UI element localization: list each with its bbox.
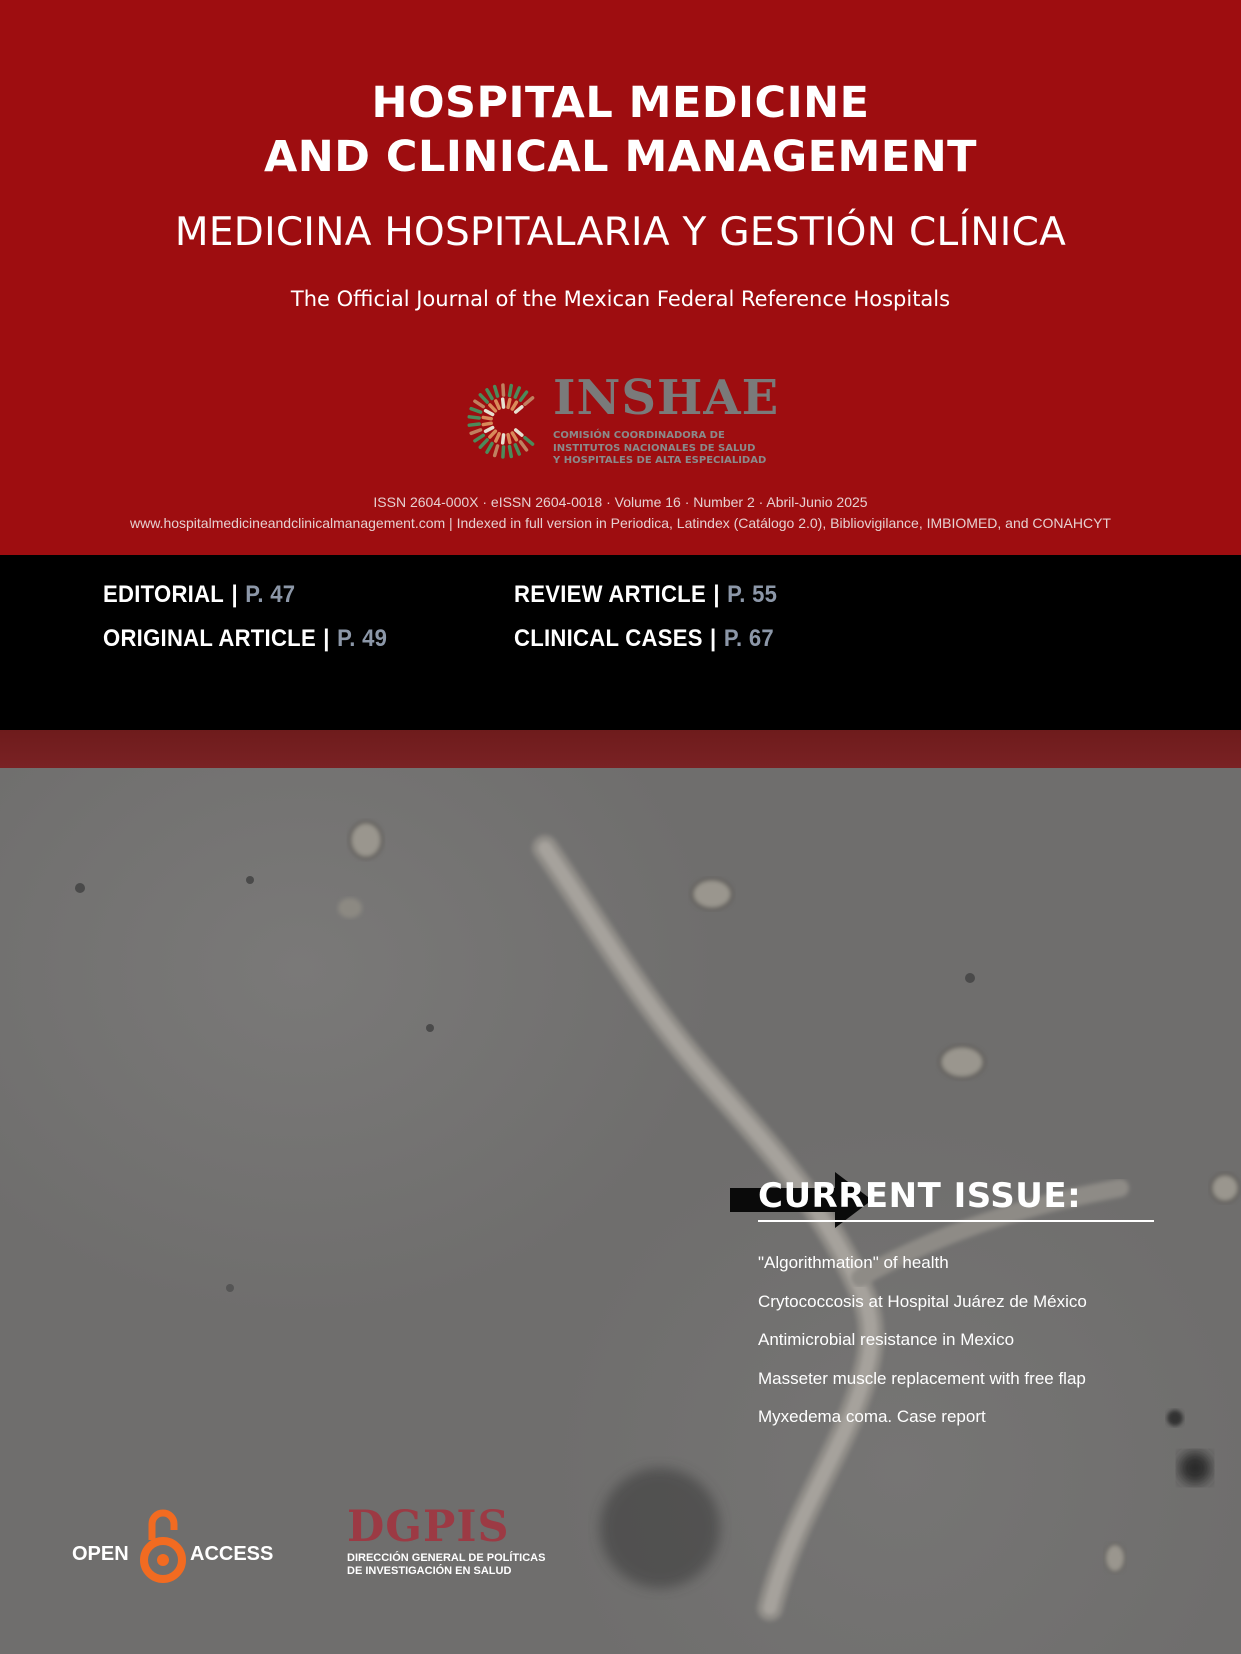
logo-dash bbox=[486, 428, 493, 432]
logo-dash bbox=[496, 401, 499, 408]
open-access-lock-icon bbox=[140, 1506, 186, 1586]
logo-dash bbox=[525, 398, 533, 404]
section-label: ORIGINAL ARTICLE bbox=[103, 625, 316, 652]
logo-dash bbox=[508, 400, 510, 408]
cell bbox=[1211, 1174, 1239, 1202]
logo-dash bbox=[471, 430, 480, 433]
logo-dash bbox=[516, 430, 522, 435]
debris bbox=[246, 876, 254, 884]
inshae-name: INSHAE bbox=[553, 370, 780, 426]
current-issue-item[interactable]: Antimicrobial resistance in Mexico bbox=[758, 1330, 1015, 1349]
sections-band bbox=[0, 555, 1241, 730]
cell bbox=[692, 879, 732, 909]
logo-dash bbox=[487, 444, 492, 453]
logo-dash bbox=[510, 386, 512, 396]
cover-header bbox=[0, 0, 1241, 555]
cell bbox=[1105, 1544, 1125, 1572]
dgpis-subtitle bbox=[347, 1552, 545, 1578]
section-page: P. 67 bbox=[723, 625, 774, 652]
logo-dash bbox=[516, 407, 522, 412]
logo-dash bbox=[469, 424, 479, 425]
logo-dash bbox=[503, 399, 504, 407]
journal-title-en bbox=[0, 76, 1241, 184]
dgpis-name: DGPIS bbox=[347, 1502, 510, 1552]
section-separator: | bbox=[713, 581, 720, 608]
website-index-line: www.hospitalmedicineandclinicalmanagement.com | Indexed in full version in Periodica, Latindex (Catálogo 2.0), Bibliovigilance, IMBIOMED, and CONAHCYT bbox=[130, 515, 1111, 531]
issn-line: ISSN 2604-000X · eISSN 2604-0018 · Volume 16 · Number 2 · Abril-Junio 2025 bbox=[373, 494, 868, 510]
section-original-article[interactable] bbox=[103, 625, 387, 653]
inshae-logo bbox=[465, 370, 805, 476]
logo-dash bbox=[475, 435, 483, 440]
open-access-logo bbox=[72, 1506, 282, 1586]
logo-dash bbox=[508, 435, 510, 443]
journal-tagline: The Official Journal of the Mexican Federal Reference Hospitals bbox=[290, 287, 951, 311]
debris bbox=[1179, 1452, 1211, 1484]
section-label: EDITORIAL bbox=[103, 581, 225, 608]
section-page: P. 49 bbox=[337, 625, 388, 652]
current-issue-heading: CURRENT ISSUE: bbox=[758, 1176, 1154, 1222]
logo-dash bbox=[512, 402, 516, 409]
current-issue-item[interactable]: "Algorithmation" of health bbox=[758, 1253, 949, 1272]
logo-dash bbox=[510, 447, 512, 457]
current-issue-list bbox=[758, 1244, 1154, 1437]
current-issue-item[interactable]: Crytococcosis at Hospital Juárez de México bbox=[758, 1291, 1087, 1311]
logo-dash bbox=[496, 434, 499, 441]
logo-dash bbox=[495, 446, 498, 456]
logo-dash bbox=[475, 401, 483, 406]
photo-top-strip bbox=[0, 730, 1241, 768]
section-separator: | bbox=[231, 581, 238, 608]
logo-dash bbox=[521, 442, 527, 450]
logo-dash bbox=[503, 447, 504, 457]
logo-dash bbox=[480, 440, 487, 447]
inshae-logo-icon bbox=[465, 376, 545, 466]
section-label: CLINICAL CASES bbox=[514, 625, 703, 652]
logo-dash bbox=[515, 445, 519, 454]
section-review-article[interactable] bbox=[514, 581, 777, 609]
inshae-subtitle bbox=[553, 430, 766, 468]
cell bbox=[338, 898, 362, 918]
dgpis-logo bbox=[347, 1502, 607, 1582]
debris bbox=[965, 973, 975, 983]
logo-dash bbox=[480, 395, 487, 402]
debris bbox=[226, 1284, 234, 1292]
logo-dash bbox=[503, 435, 504, 443]
journal-title-es: MEDICINA HOSPITALARIA Y GESTIÓN CLÍNICA bbox=[174, 210, 1067, 255]
journal-title-en-line1: HOSPITAL MEDICINE bbox=[371, 78, 870, 128]
dgpis-subtitle-line2: DE INVESTIGACIÓN EN SALUD bbox=[347, 1565, 512, 1577]
cell bbox=[940, 1046, 984, 1078]
logo-dash bbox=[483, 417, 491, 418]
section-page: P. 55 bbox=[727, 581, 778, 608]
section-editorial[interactable] bbox=[103, 581, 295, 609]
logo-dash bbox=[512, 433, 516, 440]
current-issue-item[interactable]: Masseter muscle replacement with free flap bbox=[758, 1368, 1086, 1388]
section-separator: | bbox=[323, 625, 330, 652]
debris bbox=[600, 1468, 720, 1588]
section-separator: | bbox=[710, 625, 717, 652]
section-page: P. 47 bbox=[245, 581, 296, 608]
open-access-open-label: OPEN bbox=[72, 1543, 129, 1565]
logo-dash bbox=[495, 387, 498, 397]
section-label: REVIEW ARTICLE bbox=[514, 581, 706, 608]
logo-dash bbox=[521, 392, 527, 400]
current-issue bbox=[758, 1176, 1154, 1437]
logo-dash bbox=[469, 417, 479, 418]
cell bbox=[350, 822, 382, 858]
logo-dash bbox=[490, 431, 495, 437]
logo-dash bbox=[471, 409, 480, 412]
logo-dash bbox=[483, 423, 491, 424]
debris bbox=[1167, 1410, 1183, 1426]
debris bbox=[75, 883, 85, 893]
logo-dash bbox=[525, 438, 533, 444]
current-issue-item[interactable]: Myxedema coma. Case report bbox=[758, 1407, 986, 1426]
logo-dash bbox=[486, 411, 493, 415]
debris bbox=[426, 1024, 434, 1032]
inshae-subtitle-line3: Y HOSPITALES DE ALTA ESPECIALIDAD bbox=[553, 455, 767, 466]
logo-dash bbox=[515, 388, 519, 397]
inshae-subtitle-line1: COMISIÓN COORDINADORA DE bbox=[553, 430, 725, 441]
logo-dash bbox=[487, 390, 492, 399]
logo-dash bbox=[490, 405, 495, 411]
dgpis-subtitle-line1: DIRECCIÓN GENERAL DE POLÍTICAS bbox=[347, 1552, 546, 1564]
journal-title-en-line2: AND CLINICAL MANAGEMENT bbox=[263, 132, 978, 182]
open-access-access-label: ACCESS bbox=[190, 1543, 274, 1565]
inshae-subtitle-line2: INSTITUTOS NACIONALES DE SALUD bbox=[553, 442, 756, 454]
section-clinical-cases[interactable] bbox=[514, 625, 774, 653]
logo-dash bbox=[503, 385, 504, 395]
